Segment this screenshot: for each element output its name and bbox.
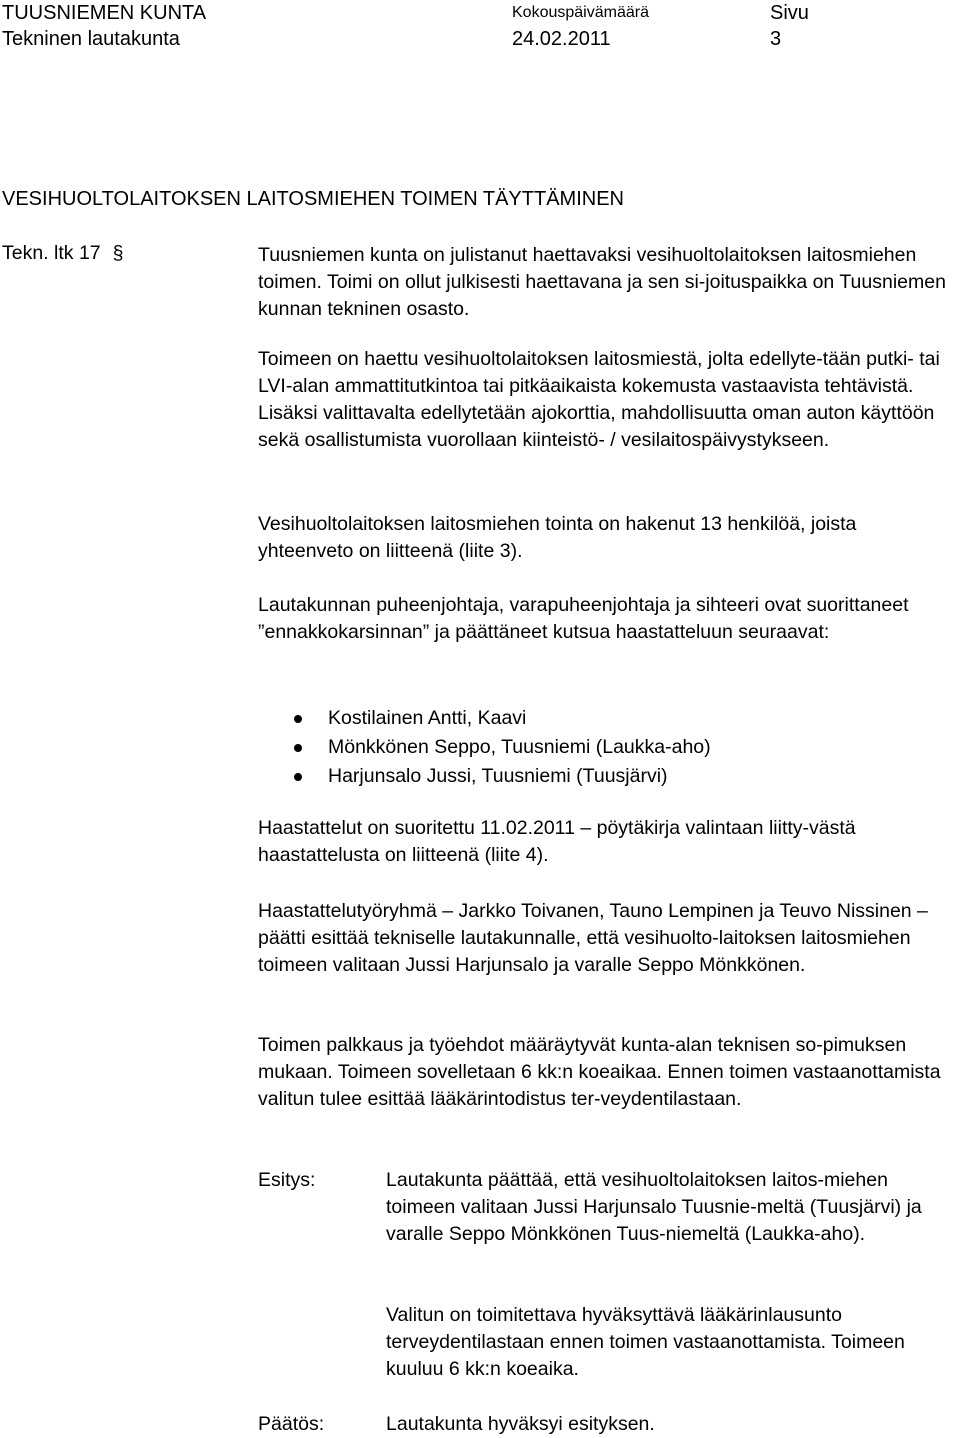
paragraph-text: Lautakunta päättää, että vesihuoltolaitoksen laitos-miehen toimeen valitaan Jussi Harjunsalo Tuusnie-meltä (Tuusjärvi) ja varalle Seppo Mönkkönen Tuus-niemeltä (Laukka-aho). xyxy=(386,1169,922,1245)
page-number: 3 xyxy=(770,28,782,50)
paragraph-text: Valitun on toimitettava hyväksyttävä lääkärinlausunto terveydentilastaan ennen toimen vastaanottamista. Toimeen kuuluu 6 kk:n koeaika. xyxy=(386,1304,905,1380)
header-page-number xyxy=(770,0,809,52)
meeting-date-value: 24.02.2011 xyxy=(512,28,611,50)
page-label: Sivu xyxy=(770,2,809,24)
paragraph-announcement xyxy=(258,242,948,323)
section-sign: § xyxy=(112,242,124,264)
paragraph-preselection xyxy=(258,592,948,646)
proposal-label: Esitys: xyxy=(258,1169,316,1191)
organization-name: TUUSNIEMEN KUNTA xyxy=(2,2,207,24)
proposal-text xyxy=(386,1167,946,1248)
list-item xyxy=(258,704,711,733)
paragraph-text: Vesihuoltolaitoksen laitosmiehen tointa on hakenut 13 henkilöä, joista yhteenveto on liitteenä (liite 3). xyxy=(258,513,857,562)
paragraph-text: Haastattelutyöryhmä – Jarkko Toivanen, Tauno Lempinen ja Teuvo Nissinen – päätti esittää tekniselle lautakunnalle, että vesihuolto-laitoksen laitosmiehen toimeen valitaan Jussi Harjunsalo ja varalle Seppo Mönkkönen. xyxy=(258,900,928,976)
invitee-name: Harjunsalo Jussi, Tuusniemi (Tuusjärvi) xyxy=(328,765,668,787)
paragraph-text: Lautakunnan puheenjohtaja, varapuheenjohtaja ja sihteeri ovat suorittaneet ”ennakkokarsinnan” ja päättäneet kutsua haastatteluun seuraavat: xyxy=(258,594,909,643)
decision-label: Päätös: xyxy=(258,1413,325,1435)
header-organization xyxy=(2,0,206,52)
proposal-text-medical xyxy=(386,1302,946,1383)
list-item xyxy=(258,733,711,762)
committee-name: Tekninen lautakunta xyxy=(2,28,180,50)
paragraph-text: Toimeen on haettu vesihuoltolaitoksen laitosmiestä, jolta edellyte-tään putki- tai LVI-alan ammattitutkintoa tai pitkäaikaista kokemusta vastaavista tehtävistä. Lisäksi valittavalta edellytetään ajokorttia, mahdollisuutta oman auton käyttöön sekä osallistumista vuorollaan kiinteistö- / vesilaitospäivystykseen. xyxy=(258,348,940,451)
paragraph-text: Tuusniemen kunta on julistanut haettavaksi vesihuoltolaitoksen laitosmiehen toimen. Toimi on ollut julkisesti haettavana ja sen si-joituspaikka on Tuusniemen kunnan tekninen osasto. xyxy=(258,244,946,320)
paragraph-text: Toimen palkkaus ja työehdot määräytyvät kunta-alan teknisen so-pimuksen mukaan. Toimeen sovelletaan 6 kk:n koeaikaa. Ennen toimen vastaanottamista valitun tulee esittää lääkärintodistus ter-veydentilastaan. xyxy=(258,1034,941,1110)
bullet-icon xyxy=(294,773,302,781)
bullet-icon xyxy=(294,744,302,752)
paragraph-interviews xyxy=(258,815,948,869)
section-ref: Tekn. ltk 17 xyxy=(2,242,101,264)
invitee-list xyxy=(258,704,711,791)
header-meeting-date xyxy=(512,0,649,52)
paragraph-working-group xyxy=(258,898,948,979)
meeting-date-label: Kokouspäivämäärä xyxy=(512,4,649,21)
invitee-name: Mönkkönen Seppo, Tuusniemi (Laukka-aho) xyxy=(328,736,711,758)
paragraph-text: Haastattelut on suoritettu 11.02.2011 – pöytäkirja valintaan liitty-västä haastattelusta on liitteenä (liite 4). xyxy=(258,817,856,866)
paragraph-requirements xyxy=(258,346,948,454)
paragraph-terms xyxy=(258,1032,948,1113)
decision-text xyxy=(386,1411,946,1438)
section-reference xyxy=(2,242,124,265)
paragraph-text: Lautakunta hyväksyi esityksen. xyxy=(386,1413,655,1435)
paragraph-applicants xyxy=(258,511,948,565)
list-item xyxy=(258,762,711,791)
invitee-name: Kostilainen Antti, Kaavi xyxy=(328,707,527,729)
bullet-icon xyxy=(294,715,302,723)
document-title: VESIHUOLTOLAITOKSEN LAITOSMIEHEN TOIMEN TÄYTTÄMINEN xyxy=(2,188,624,210)
